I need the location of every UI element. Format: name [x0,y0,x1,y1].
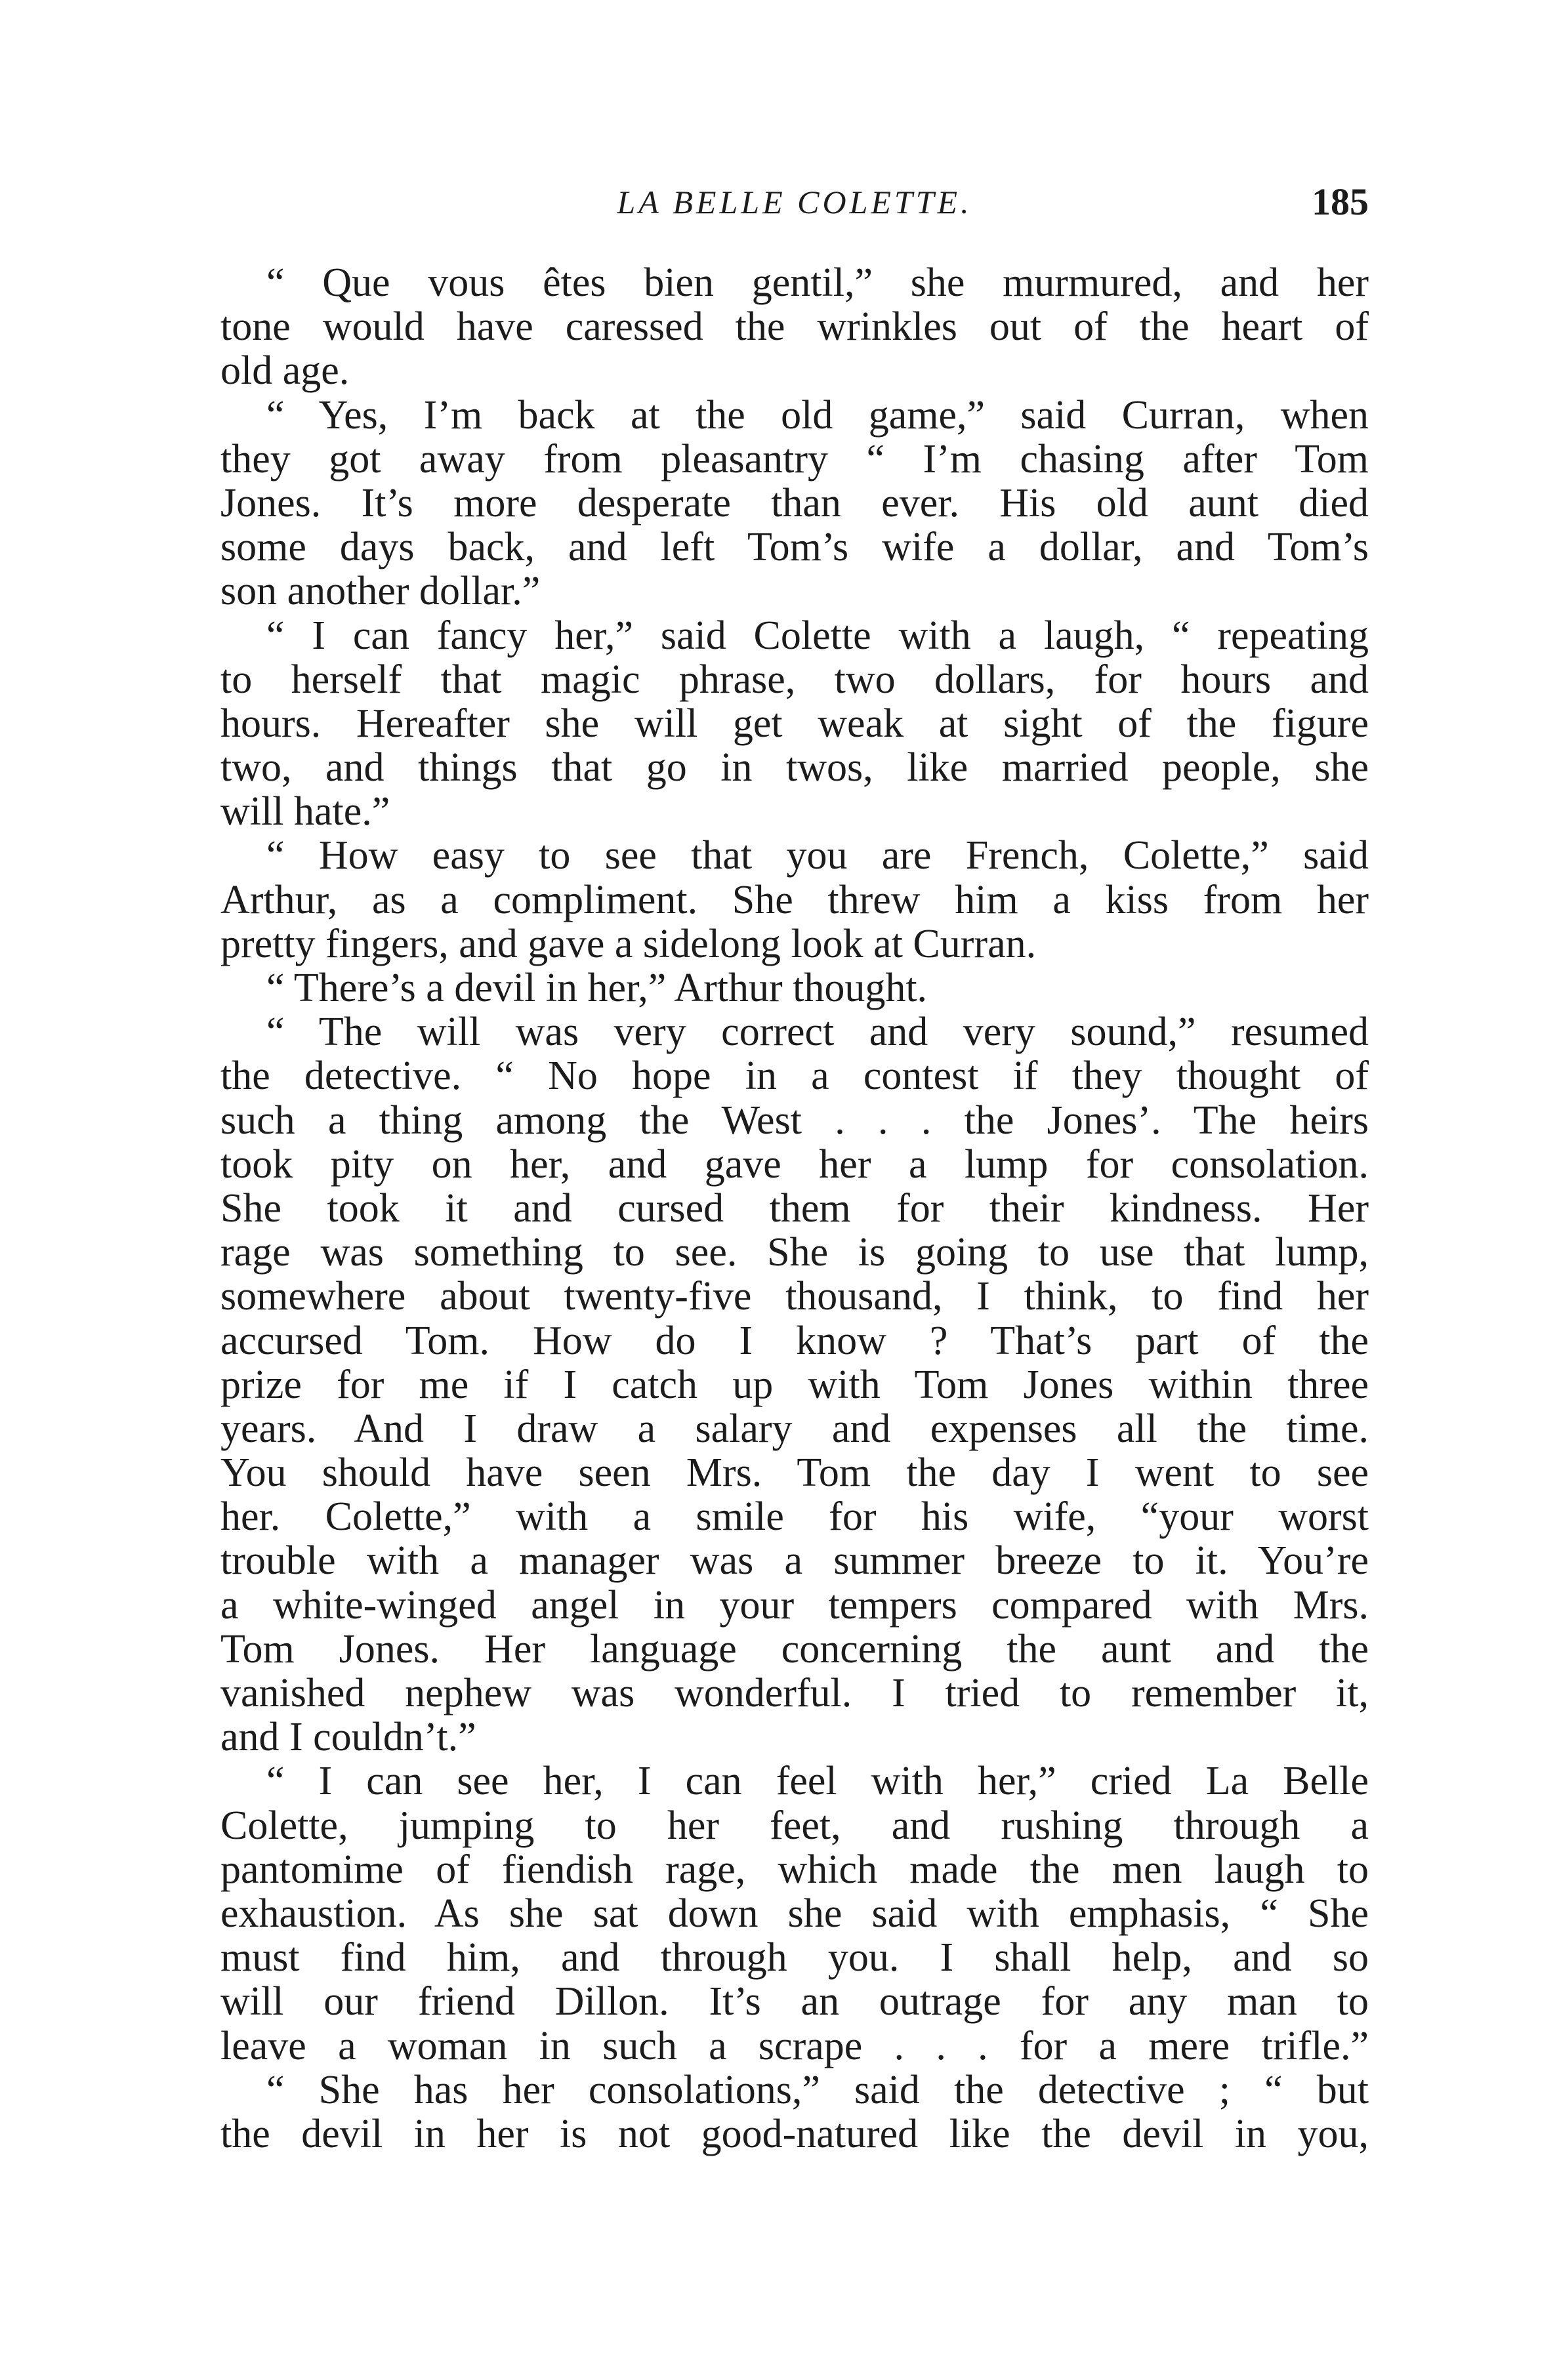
page-header [220,176,1369,228]
text-line: some days back, and left Tom’s wife a dollar, and Tom’s [220,525,1369,570]
text-line: two, and things that go in twos, like married people, she [220,746,1369,790]
text-line: “ Que vous êtes bien gentil,” she murmured, and her [266,261,1369,305]
text-line: the detective. “ No hope in a contest if they thought of [220,1054,1369,1099]
text-line: “ She has her consolations,” said the detective ; “ but [266,2068,1369,2112]
text-line: and I couldn’t.” [220,1715,476,1760]
text-line: “ The will was very correct and very sound,” resumed [266,1010,1369,1055]
text-line: vanished nephew was wonderful. I tried to remember it, [220,1672,1369,1715]
text-line: must find him, and through you. I shall help, and so [220,1936,1369,1980]
text-line: Arthur, as a compliment. She threw him a kiss from her [220,878,1369,922]
text-line: pretty fingers, and gave a sidelong look at Curran. [220,922,1037,966]
text-line: her. Colette,” with a smile for his wife, “your worst [220,1495,1369,1540]
body-text [220,261,1369,2156]
text-line: Colette, jumping to her feet, and rushing through a [220,1803,1369,1848]
text-line: leave a woman in such a scrape . . . for a mere trifle.” [220,2024,1369,2068]
text-line: a white-winged angel in your tempers compared with Mrs. [220,1583,1369,1628]
text-line: son another dollar.” [220,569,541,614]
text-line: “ There’s a devil in her,” Arthur thought. [266,966,928,1010]
text-line: “ I can see her, I can feel with her,” cried La Belle [266,1759,1369,1804]
text-line: they got away from pleasantry “ I’m chasing after Tom [220,437,1369,482]
text-line: trouble with a manager was a summer breeze to it. You’re [220,1539,1369,1584]
page-number: 185 [1312,180,1369,223]
text-line: Jones. It’s more desperate than ever. His old aunt died [220,481,1369,525]
text-line: She took it and cursed them for their kindness. Her [220,1186,1369,1231]
text-line: You should have seen Mrs. Tom the day I went to see [220,1451,1369,1496]
text-line: tone would have caressed the wrinkles out of the heart of [220,305,1369,350]
text-line: old age. [220,349,350,394]
text-line: rage was something to see. She is going to use that lump, [220,1231,1369,1275]
running-head: LA BELLE COLETTE. [617,184,972,220]
text-line: accursed Tom. How do I know ? That’s part of the [220,1319,1369,1363]
text-line: hours. Hereafter she will get weak at sight of the figure [220,701,1369,746]
text-line: years. And I draw a salary and expenses all the time. [220,1406,1369,1451]
text-line: pantomime of fiendish rage, which made the men laugh to [220,1847,1369,1892]
text-line: exhaustion. As she sat down she said with emphasis, “ She [220,1891,1369,1936]
text-line: such a thing among the West . . . the Jones’. The heirs [220,1098,1369,1143]
text-line: “ Yes, I’m back at the old game,” said Curran, when [266,393,1369,438]
text-line: prize for me if I catch up with Tom Jones within three [220,1363,1369,1407]
text-line: the devil in her is not good-natured like the devil in you, [220,2112,1369,2156]
text-line: “ I can fancy her,” said Colette with a laugh, “ repeating [266,613,1369,658]
text-line: Tom Jones. Her language concerning the aunt and the [220,1627,1369,1672]
text-line: somewhere about twenty-five thousand, I think, to find her [220,1275,1369,1319]
text-line: took pity on her, and gave her a lump for consolation. [220,1142,1369,1187]
text-line: will our friend Dillon. It’s an outrage for any man to [220,1980,1369,2024]
text-line: “ How easy to see that you are French, Colette,” said [266,834,1369,878]
text-line: to herself that magic phrase, two dollars, for hours and [220,657,1369,702]
text-line: will hate.” [220,790,390,834]
